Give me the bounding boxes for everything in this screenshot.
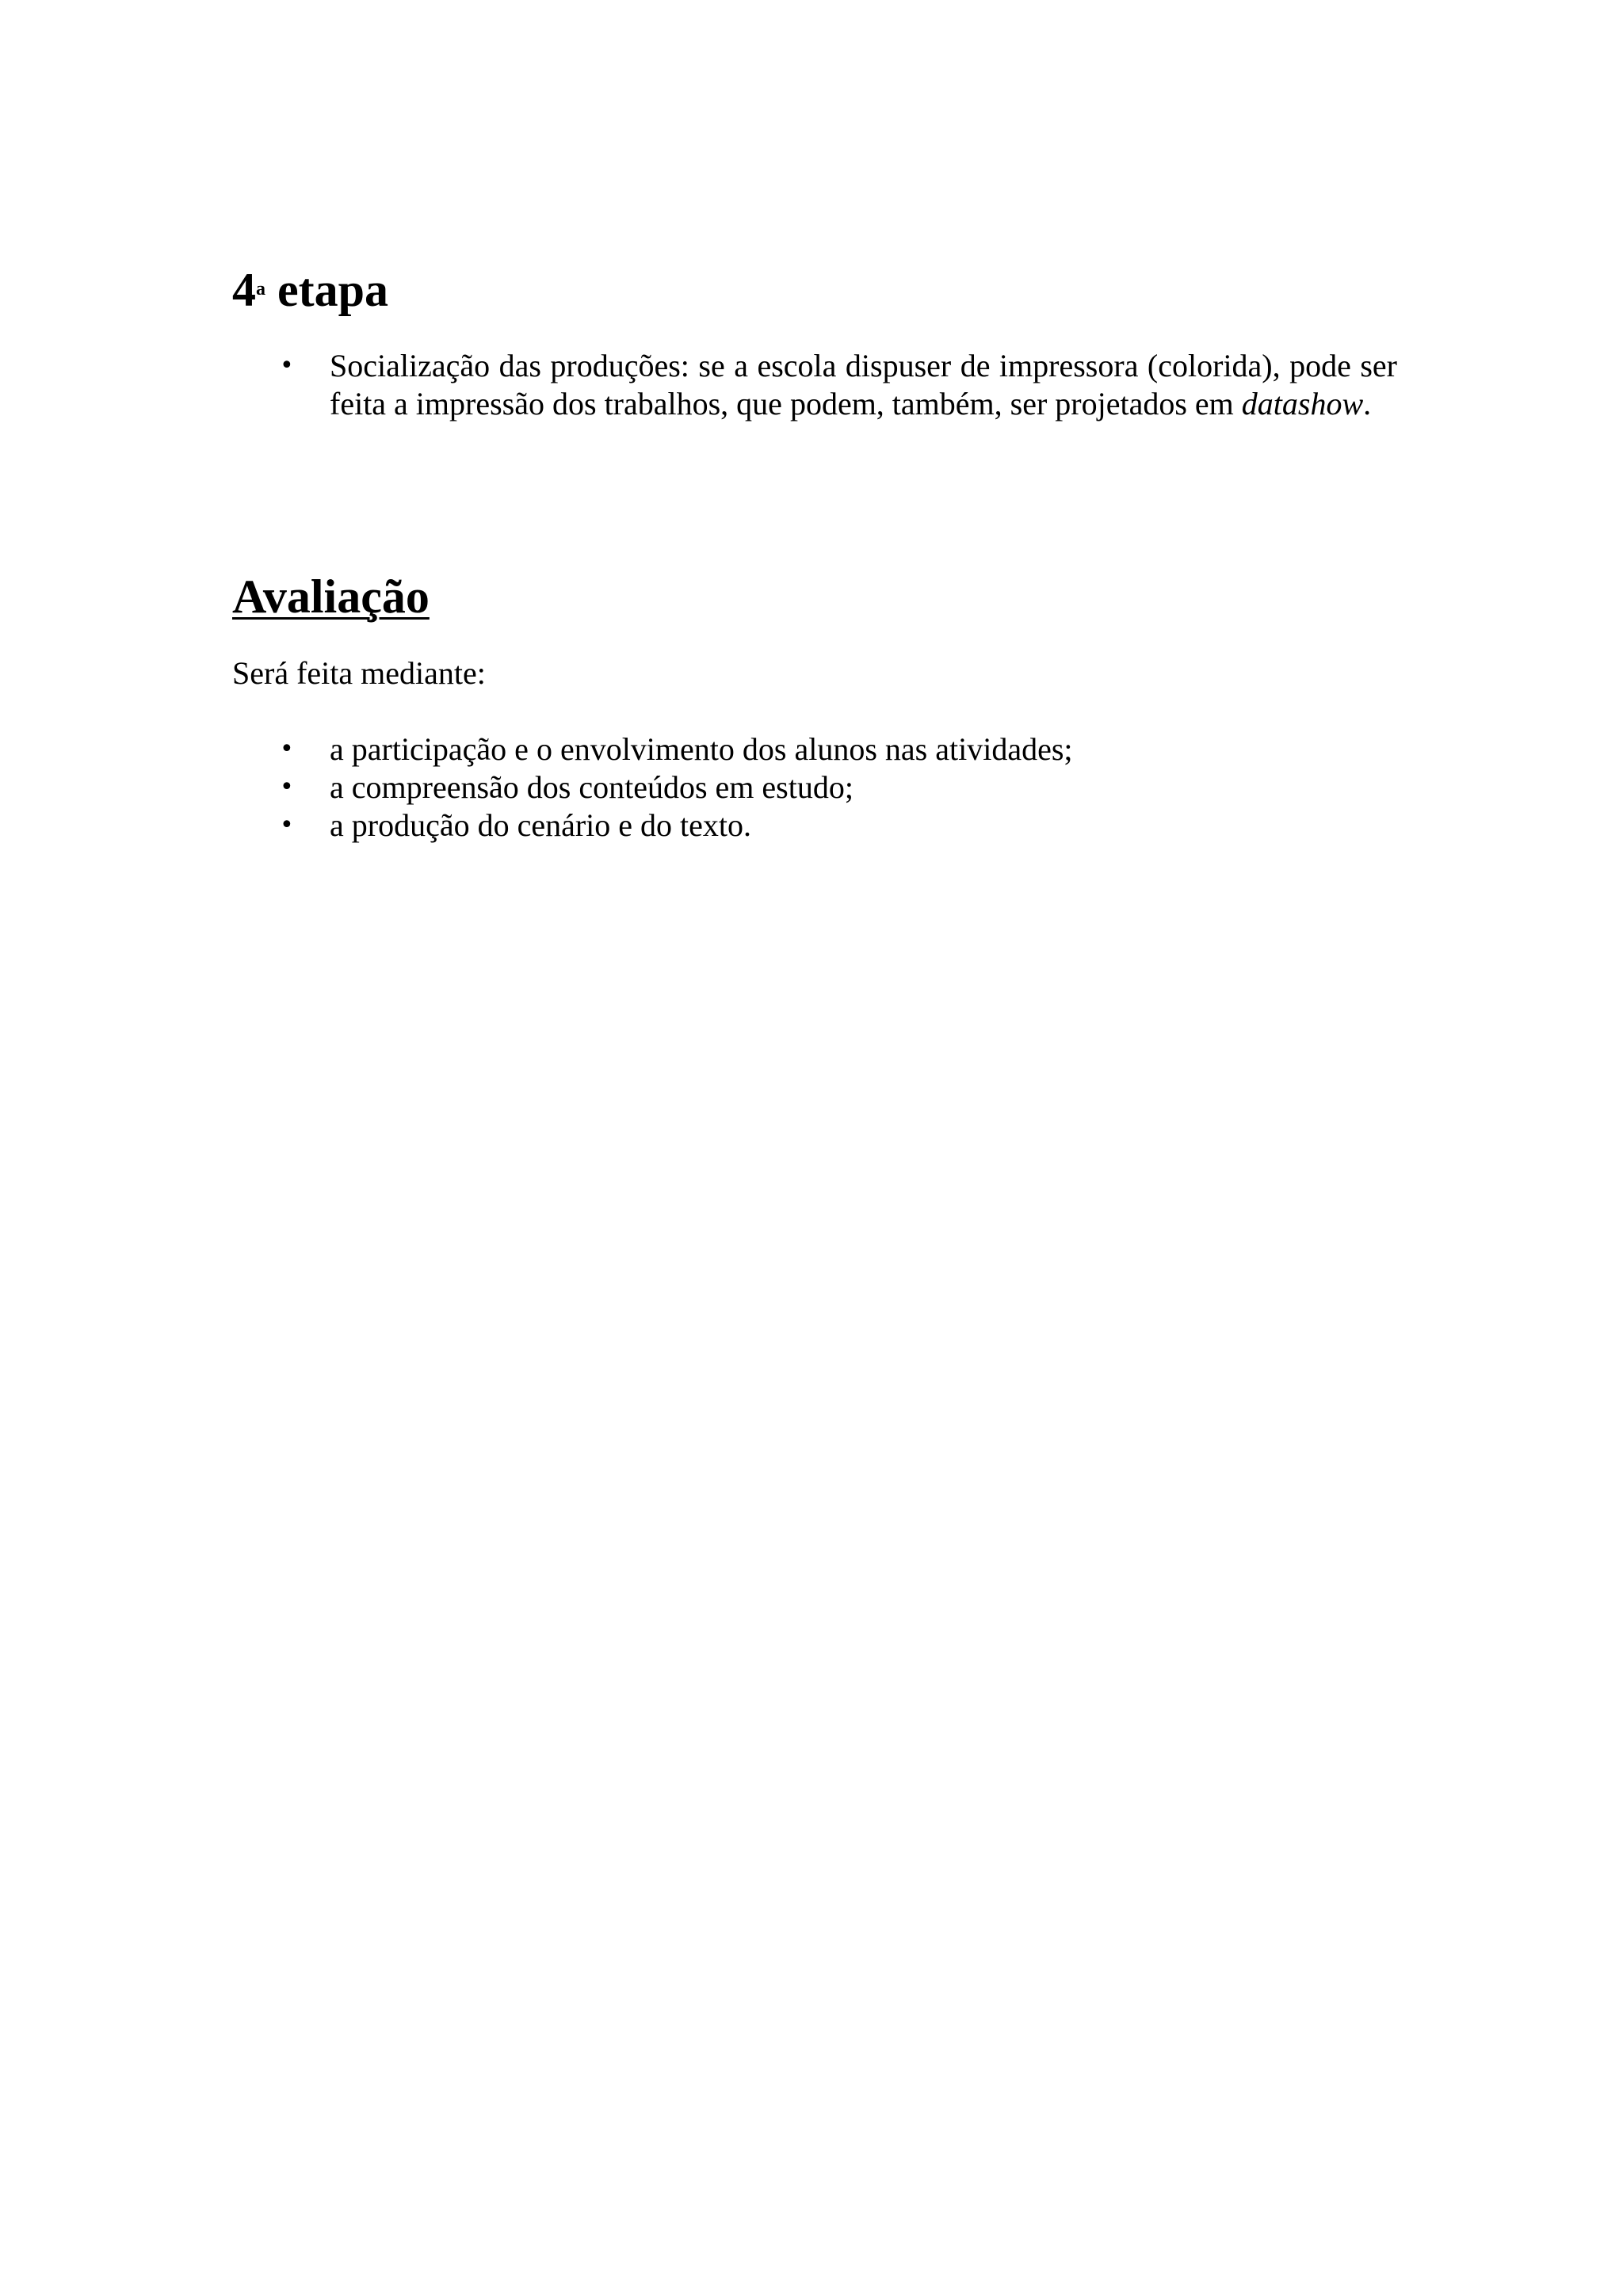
avaliacao-intro: Será feita mediante: [232, 655, 486, 691]
bullet-icon: • [280, 773, 294, 801]
list-item [232, 347, 1397, 423]
avaliacao-heading: Avaliação [232, 570, 430, 623]
avaliacao-item-text: a compreensão dos conteúdos em estudo; [330, 769, 854, 805]
bullet-icon: • [280, 352, 294, 379]
etapa-heading-text: etapa [265, 264, 388, 316]
bullet-icon: • [280, 735, 294, 763]
etapa-bullet-text: Socialização das produções: se a escola dispuser de impressora (colorida), pode ser feita a impressão dos trabalhos, que podem, também, ser projetados em [330, 348, 1397, 421]
avaliacao-bullet-list [232, 730, 1397, 845]
etapa-bullet-list [232, 347, 1397, 423]
list-item [232, 730, 1397, 769]
etapa-heading [232, 264, 1397, 316]
avaliacao-item-text: a produção do cenário e do texto. [330, 807, 752, 843]
etapa-section [232, 264, 1397, 423]
list-item [232, 807, 1397, 845]
avaliacao-section [232, 570, 1397, 845]
bullet-icon: • [280, 811, 294, 839]
etapa-heading-number: 4 [232, 264, 256, 316]
etapa-bullet-end: . [1363, 386, 1372, 421]
etapa-heading-superscript: a [256, 279, 265, 299]
etapa-bullet-italic: datashow [1241, 386, 1364, 421]
avaliacao-item-text: a participação e o envolvimento dos alunos nas atividades; [330, 731, 1073, 767]
list-item [232, 769, 1397, 807]
